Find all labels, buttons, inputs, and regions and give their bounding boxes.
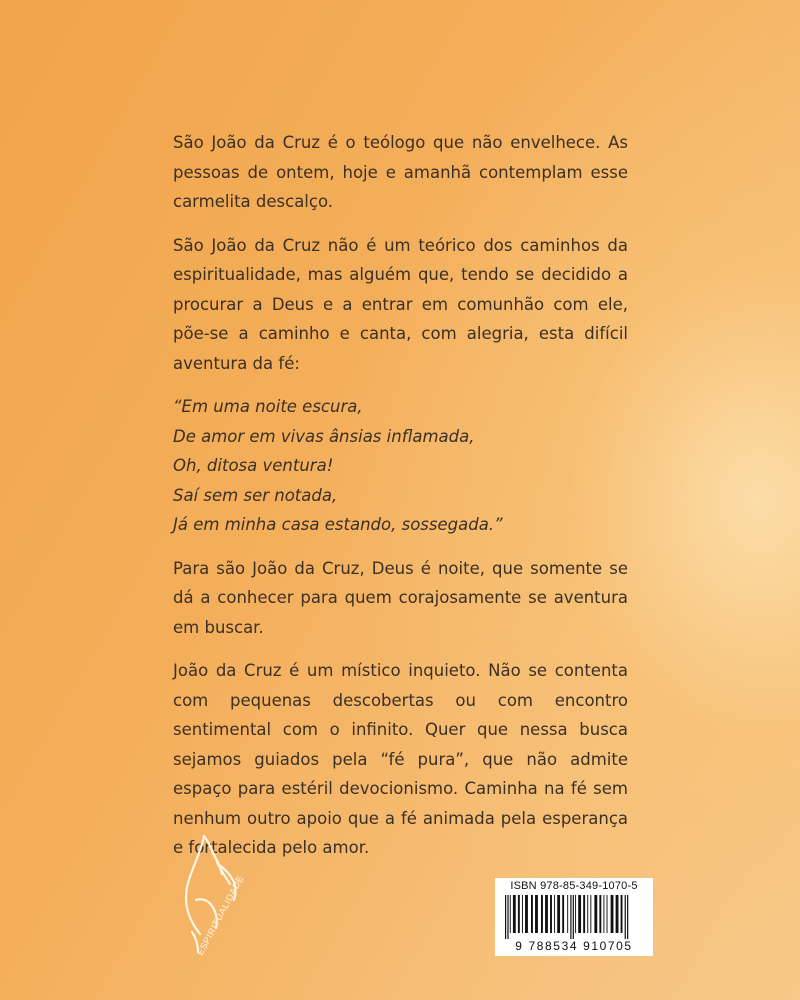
barcode-bar xyxy=(510,895,511,933)
poem-line-1: “Em uma noite escura, xyxy=(173,397,363,416)
barcode-bar xyxy=(505,895,506,939)
barcode-bar xyxy=(575,895,576,933)
isbn-label: ISBN 978-85-349-1070-5 xyxy=(510,880,638,892)
barcode-bar xyxy=(513,895,516,933)
barcode-bar xyxy=(603,895,604,933)
poem-line-2: De amor em vivas ânsias inflamada, xyxy=(173,426,475,446)
paragraph-4: João da Cruz é um místico inquieto. Não se contenta com pequenas descobertas ou com encontro sentimental com o infinito. Quer que nessa busca sejamos guiados pela “fé pura”, que não admite espaço para estéril devocionismo. Caminha na fé sem nenhum outro apoio que a fé animada pela esperança e fortalecida pelo amor. xyxy=(173,661,628,857)
barcode-bar xyxy=(570,895,571,939)
barcode-bar xyxy=(541,895,543,933)
isbn-barcode xyxy=(495,878,653,956)
praying-hands-icon xyxy=(172,828,272,958)
paragraph-2: São João da Cruz não é um teórico dos caminhos da espiritualidade, mas alguém que, tendo se decidido a procurar a Deus e a entrar em comunhão com ele, põe-se a caminho e canta, com alegria, esta difícil aventura da fé: xyxy=(173,235,628,373)
barcode-bar xyxy=(621,895,623,933)
paragraph-3: Para são João da Cruz, Deus é noite, que somente se dá a conhecer para quem corajosamente se aventura em buscar. xyxy=(173,558,628,637)
barcode-bar xyxy=(507,895,508,939)
barcode-bar xyxy=(587,895,588,933)
poem-quote xyxy=(173,392,628,540)
barcode-bar xyxy=(616,895,619,933)
barcode-bar xyxy=(522,895,523,933)
barcode-bar xyxy=(567,895,568,933)
barcode-bar xyxy=(557,895,560,933)
barcode-bar xyxy=(590,895,591,933)
barcode-bar xyxy=(535,895,538,933)
barcode-bar xyxy=(594,895,597,933)
poem-line-3: Oh, ditosa ventura! xyxy=(173,456,334,475)
barcode-bar xyxy=(607,895,608,933)
barcode-bar xyxy=(518,895,520,933)
barcode-digits: 9 788534 910705 xyxy=(515,939,633,953)
poem-line-5: Já em minha casa estando, sossegada.” xyxy=(173,515,503,534)
logo-label: ESPIRITUALIDADE xyxy=(194,873,246,957)
barcode-bar xyxy=(599,895,601,933)
barcode-bar xyxy=(554,895,555,933)
collection-logo xyxy=(172,828,272,958)
barcode-bar xyxy=(627,895,628,939)
poem-line-4: Saí sem ser notada, xyxy=(173,485,338,505)
paragraph-1: São João da Cruz é o teólogo que não envelhece. As pessoas de ontem, hoje e amanhã contemplam esse carmelita descalço. xyxy=(173,133,628,211)
barcode-bar xyxy=(573,895,574,939)
barcode-bar xyxy=(550,895,552,933)
barcode-bar xyxy=(583,895,585,933)
barcode-bars xyxy=(499,895,649,939)
blurb-text xyxy=(173,128,628,877)
barcode-bar xyxy=(611,895,614,933)
barcode-bar xyxy=(545,895,548,933)
barcode-bar xyxy=(562,895,564,933)
barcode-bar xyxy=(578,895,581,933)
barcode-bar xyxy=(531,895,533,933)
barcode-bar xyxy=(525,895,528,933)
barcode-bar xyxy=(625,895,626,939)
